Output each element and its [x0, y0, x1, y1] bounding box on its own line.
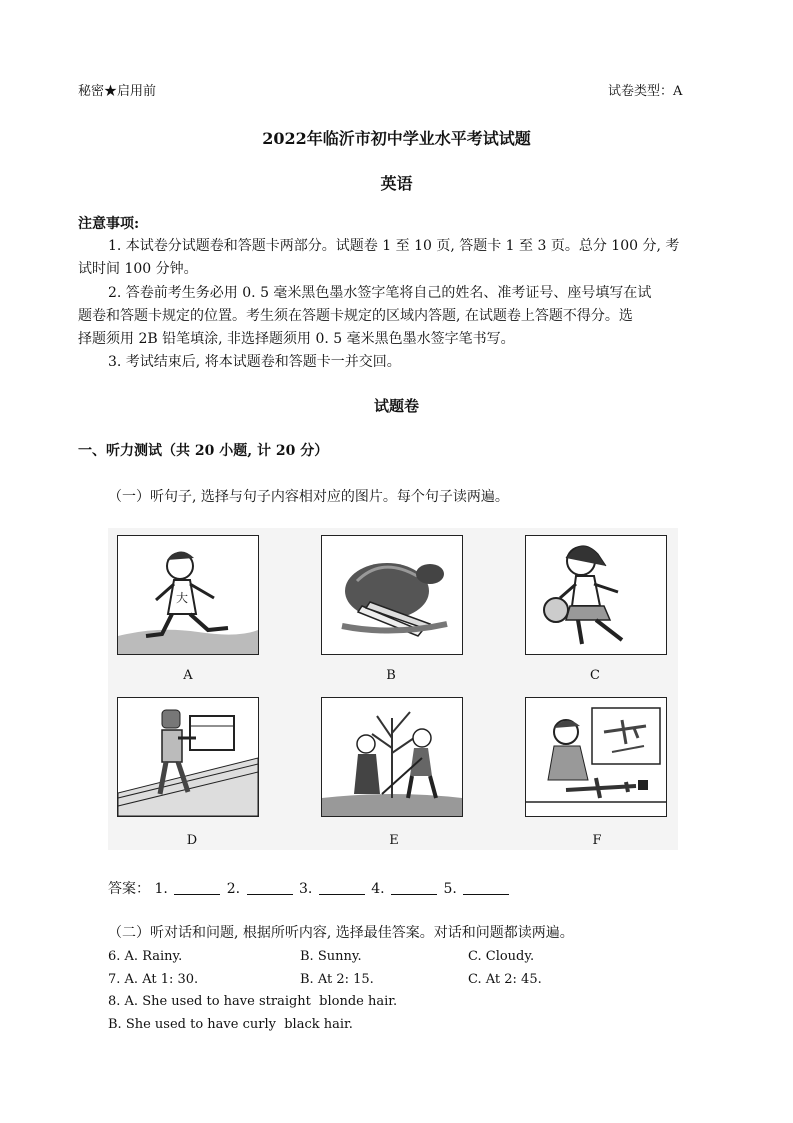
notes-item-3: 3. 考试结束后, 将本试题卷和答题卡一并交回。	[108, 354, 401, 370]
svg-text:大: 大	[176, 591, 189, 605]
notes-item-2-line-2: 题卷和答题卡规定的位置。考生须在答题卡规定的区域内答题, 在试题卷上答题不得分。选	[78, 308, 633, 324]
picture-label-b: B	[386, 668, 396, 683]
part1-sub2: （二）听对话和问题, 根据所听内容, 选择最佳答案。对话和问题都读两遍。	[108, 925, 574, 941]
q8-option-b: B. She used to have curly black hair.	[108, 1017, 353, 1032]
q7-option-c: C. At 2: 45.	[468, 972, 542, 987]
q6-option-b: B. Sunny.	[300, 949, 362, 964]
q6-option-a: 6. A. Rainy.	[108, 949, 183, 964]
answer-num-2: 2.	[226, 881, 241, 897]
paper-type-label: 试卷类型：A	[608, 84, 683, 99]
picture-label-e: E	[389, 833, 399, 848]
answer-blank-5[interactable]	[463, 880, 509, 895]
notes-item-1-line-2: 试时间 100 分钟。	[78, 261, 198, 277]
notes-item-1-line-1: 1. 本试卷分试题卷和答题卡两部分。试题卷 1 至 10 页, 答题卡 1 至 3 页。总分 100 分, 考	[108, 238, 680, 254]
q8-option-a: 8. A. She used to have straight blonde hair.	[108, 994, 398, 1009]
picture-label-d: D	[186, 833, 198, 848]
part1-sub1: （一）听句子, 选择与句子内容相对应的图片。每个句子读两遍。	[108, 489, 509, 505]
part1-heading: 一、听力测试（共 20 小题, 计 20 分）	[78, 443, 329, 459]
answer-blank-3[interactable]	[319, 880, 365, 895]
picture-label-a: A	[183, 668, 193, 683]
picture-label-f: F	[592, 833, 602, 848]
answer-num-5: 5.	[443, 881, 457, 897]
section-title: 试题卷	[373, 397, 419, 415]
answer-num-4: 4.	[371, 881, 385, 897]
boy-model-planes-icon	[525, 697, 667, 817]
answer-blank-2[interactable]	[247, 880, 293, 895]
q6-option-c: C. Cloudy.	[468, 949, 535, 964]
picture-label-c: C	[590, 668, 600, 683]
answer-num-3: 3.	[298, 881, 313, 897]
robot-carrying-box-icon	[117, 697, 259, 817]
q7-option-b: B. At 2: 15.	[300, 972, 374, 987]
answer-line	[108, 878, 511, 900]
secret-label: 秘密★启用前	[78, 84, 157, 99]
exam-title: 2022年临沂市初中学业水平考试试题	[262, 129, 531, 148]
subject-title: 英语	[380, 174, 413, 193]
running-boy-icon	[117, 535, 259, 655]
notes-item-2-line-3: 择题须用 2B 铅笔填涂, 非选择题须用 0. 5 毫米黑色墨水签字笔书写。	[78, 331, 515, 347]
cabbage-vegetables-icon	[321, 535, 463, 655]
answer-num-1: 1.	[154, 881, 168, 897]
answer-blank-1[interactable]	[174, 880, 220, 895]
girl-volleyball-icon	[525, 535, 667, 655]
answer-blank-4[interactable]	[391, 880, 437, 895]
answer-prefix: 答案：	[108, 881, 150, 897]
notes-item-2-line-1: 2. 答卷前考生务必用 0. 5 毫米黑色墨水签字笔将自己的姓名、准考证号、座号填写在试	[108, 285, 652, 301]
q7-option-a: 7. A. At 1: 30.	[108, 972, 199, 987]
notes-heading: 注意事项:	[78, 216, 140, 232]
planting-tree-icon	[321, 697, 463, 817]
